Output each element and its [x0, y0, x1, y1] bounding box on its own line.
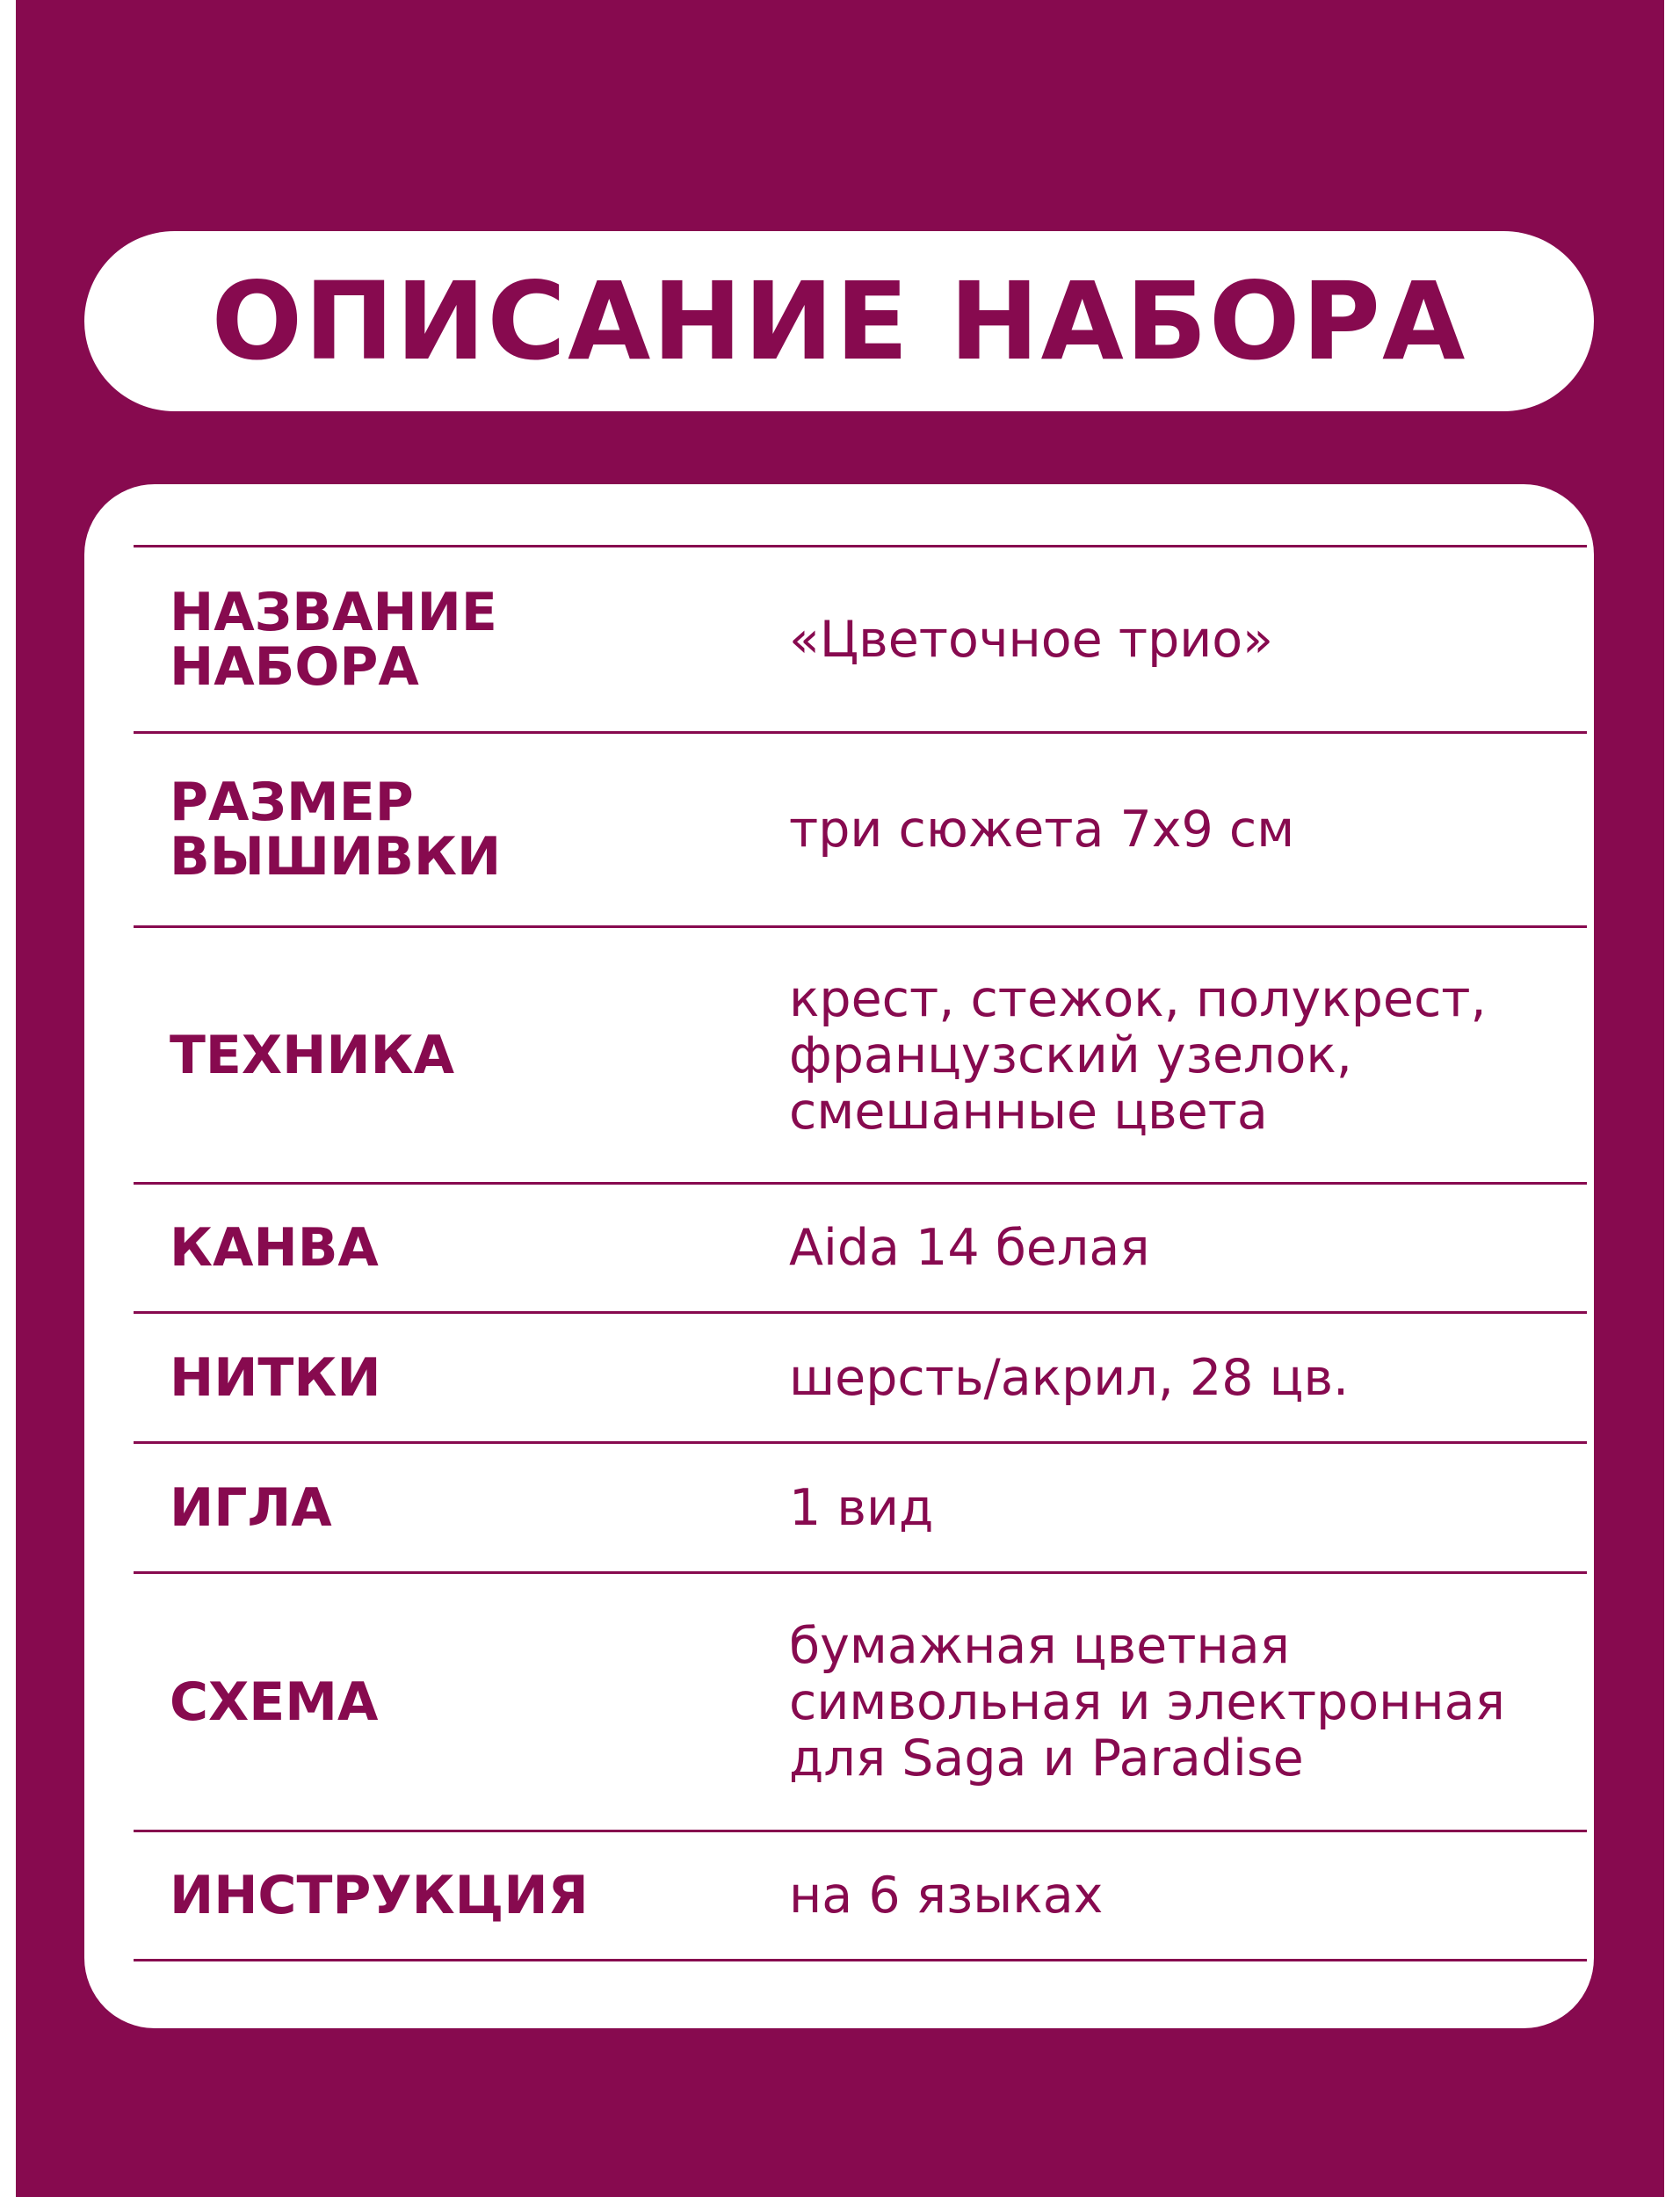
spec-table: [134, 545, 1587, 1961]
spec-row-size: [134, 734, 1587, 928]
spec-row-needle: [134, 1444, 1587, 1574]
spec-label: НИТКИ: [170, 1346, 381, 1409]
spec-value: «Цветочное трио»: [789, 610, 1274, 669]
spec-value: 1 вид: [789, 1478, 934, 1537]
spec-label: ИНСТРУКЦИЯ: [170, 1865, 589, 1926]
spec-value: крест, стежок, полукрест, французский узелок, смешанные цвета: [789, 969, 1487, 1141]
spec-row-threads: [134, 1314, 1587, 1444]
spec-label: КАНВА: [170, 1217, 379, 1279]
left-edge-strip: [0, 0, 16, 2197]
spec-value: шерсть/акрил, 28 цв.: [789, 1348, 1350, 1407]
spec-value: бумажная цветная символьная и электронная для Saga и Paradise: [789, 1616, 1505, 1787]
spec-value: три сюжета 7х9 см: [789, 801, 1295, 859]
spec-row-chart: [134, 1574, 1587, 1832]
page-title: ОПИСАНИЕ НАБОРА: [211, 258, 1467, 384]
spec-label: РАЗМЕР ВЫШИВКИ: [170, 772, 502, 888]
spec-row-technique: [134, 928, 1587, 1185]
spec-row-canvas: [134, 1185, 1587, 1314]
spec-label: ТЕХНИКА: [170, 1024, 455, 1086]
spec-row-instructions: [134, 1832, 1587, 1961]
spec-label: СХЕМА: [170, 1671, 379, 1733]
spec-label: НАЗВАНИЕ НАБОРА: [170, 581, 497, 698]
spec-card: [84, 484, 1594, 2028]
right-edge-strip: [1664, 0, 1680, 2197]
spec-label: ИГЛА: [170, 1476, 332, 1539]
spec-value: Aida 14 белая: [789, 1219, 1150, 1277]
title-banner: [84, 231, 1594, 411]
spec-row-kit-name: [134, 547, 1587, 734]
spec-value: на 6 языках: [789, 1867, 1104, 1925]
